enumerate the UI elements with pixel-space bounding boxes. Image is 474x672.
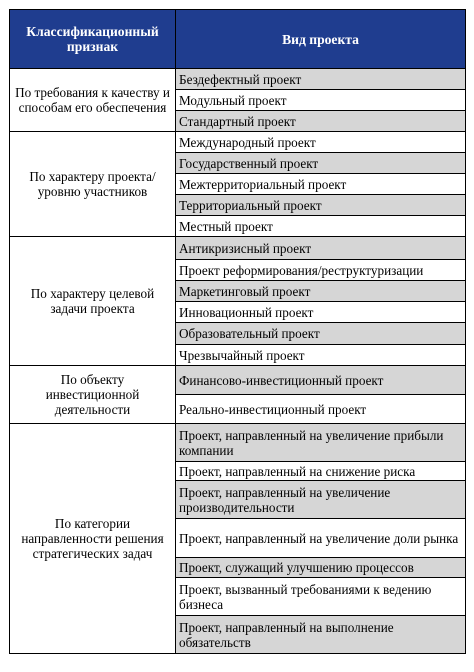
- project-type-cell: Финансово-инвестиционный проект: [176, 366, 466, 395]
- project-type-cell: Проект, служащий улучшению процессов: [176, 558, 466, 578]
- header-classification-feature: Классификационный признак: [10, 10, 176, 69]
- project-type-cell: Проект, направленный на увеличение прибыли компании: [176, 424, 466, 462]
- project-type-cell: Межтерриториальный проект: [176, 174, 466, 195]
- header-project-type: Вид проекта: [176, 10, 466, 69]
- project-type-cell: Проект, направленный на снижение риска: [176, 462, 466, 481]
- classification-category: По характеру целевой задачи проекта: [10, 237, 176, 366]
- project-type-cell: Реально-инвестиционный проект: [176, 395, 466, 424]
- classification-table-wrapper: [9, 9, 465, 654]
- project-type-cell: Инновационный проект: [176, 302, 466, 323]
- table-row: [10, 237, 466, 260]
- project-type-cell: Модульный проект: [176, 90, 466, 111]
- project-type-cell: Проект, направленный на увеличение производительности: [176, 481, 466, 519]
- project-type-cell: Образовательный проект: [176, 323, 466, 345]
- project-type-cell: Международный проект: [176, 132, 466, 153]
- project-type-cell: Стандартный проект: [176, 111, 466, 132]
- classification-category: По характеру проекта/уровню участников: [10, 132, 176, 237]
- classification-category: По категории направленности решения стратегических задач: [10, 424, 176, 654]
- header-row: [10, 10, 466, 69]
- classification-category: По требования к качеству и способам его обеспечения: [10, 69, 176, 132]
- project-type-cell: Чрезвычайный проект: [176, 345, 466, 366]
- project-type-cell: Территориальный проект: [176, 195, 466, 216]
- project-classification-table: [9, 9, 466, 654]
- project-type-cell: Проект, направленный на выполнение обязательств: [176, 616, 466, 654]
- project-type-cell: Антикризисный проект: [176, 237, 466, 260]
- table-row: [10, 424, 466, 462]
- project-type-cell: Бездефектный проект: [176, 69, 466, 90]
- classification-category: По объекту инвестиционной деятельности: [10, 366, 176, 424]
- table-body: [10, 69, 466, 654]
- table-row: [10, 366, 466, 395]
- project-type-cell: Проект, направленный на увеличение доли рынка: [176, 519, 466, 558]
- table-row: [10, 132, 466, 153]
- project-type-cell: Проект реформирования/реструктуризации: [176, 260, 466, 281]
- table-row: [10, 69, 466, 90]
- project-type-cell: Государственный проект: [176, 153, 466, 174]
- project-type-cell: Проект, вызванный требованиями к ведению бизнеса: [176, 578, 466, 616]
- project-type-cell: Маркетинговый проект: [176, 281, 466, 302]
- project-type-cell: Местный проект: [176, 216, 466, 237]
